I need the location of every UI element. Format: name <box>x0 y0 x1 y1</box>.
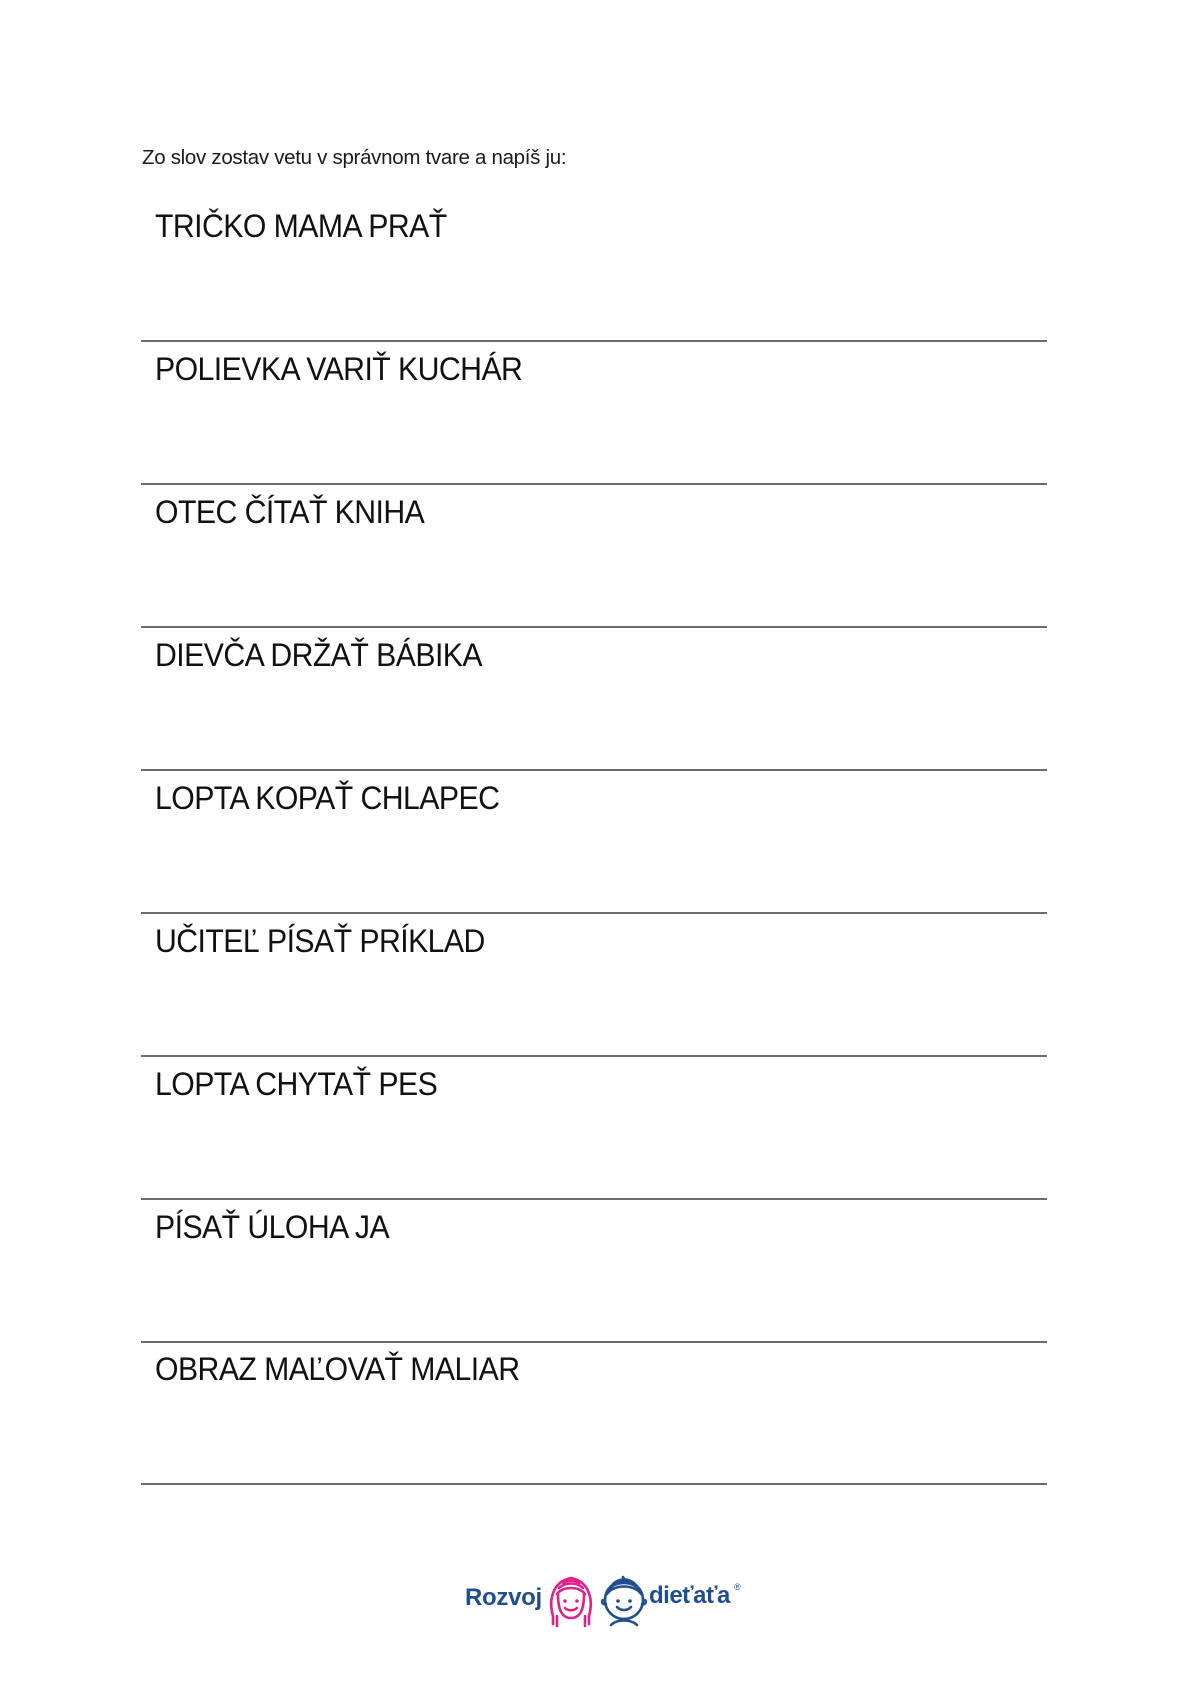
exercise-words: DIEVČA DRŽAŤ BÁBIKA <box>155 637 482 673</box>
exercise-item <box>141 341 1047 485</box>
exercise-item <box>141 1199 1047 1343</box>
instruction-text: Zo slov zostav vetu v správnom tvare a napíš ju: <box>142 146 567 169</box>
girl-face-icon <box>545 1572 597 1628</box>
exercise-item <box>141 913 1047 1057</box>
exercise-words: POLIEVKA VARIŤ KUCHÁR <box>155 351 523 387</box>
exercise-item <box>141 198 1047 342</box>
exercise-words: LOPTA CHYTAŤ PES <box>155 1066 438 1102</box>
exercise-words: TRIČKO MAMA PRAŤ <box>155 208 447 244</box>
brand-logo <box>463 1570 753 1630</box>
answer-line[interactable] <box>141 1483 1047 1485</box>
exercise-words: OTEC ČÍTAŤ KNIHA <box>155 494 425 530</box>
exercise-words: LOPTA KOPAŤ CHLAPEC <box>155 780 500 816</box>
exercise-item <box>141 627 1047 771</box>
exercise-words: OBRAZ MAĽOVAŤ MALIAR <box>155 1351 520 1387</box>
logo-word-rozvoj: Rozvoj <box>465 1584 542 1611</box>
exercise-item <box>141 1056 1047 1200</box>
exercise-words: PÍSAŤ ÚLOHA JA <box>155 1209 390 1245</box>
exercise-item <box>141 770 1047 914</box>
logo-word-dietata: dieťaťa <box>649 1582 730 1609</box>
boy-face-icon <box>599 1572 649 1628</box>
exercise-item <box>141 1341 1047 1485</box>
exercise-words: UČITEĽ PÍSAŤ PRÍKLAD <box>155 923 485 959</box>
registered-mark: ® <box>734 1582 741 1592</box>
exercise-item <box>141 484 1047 628</box>
